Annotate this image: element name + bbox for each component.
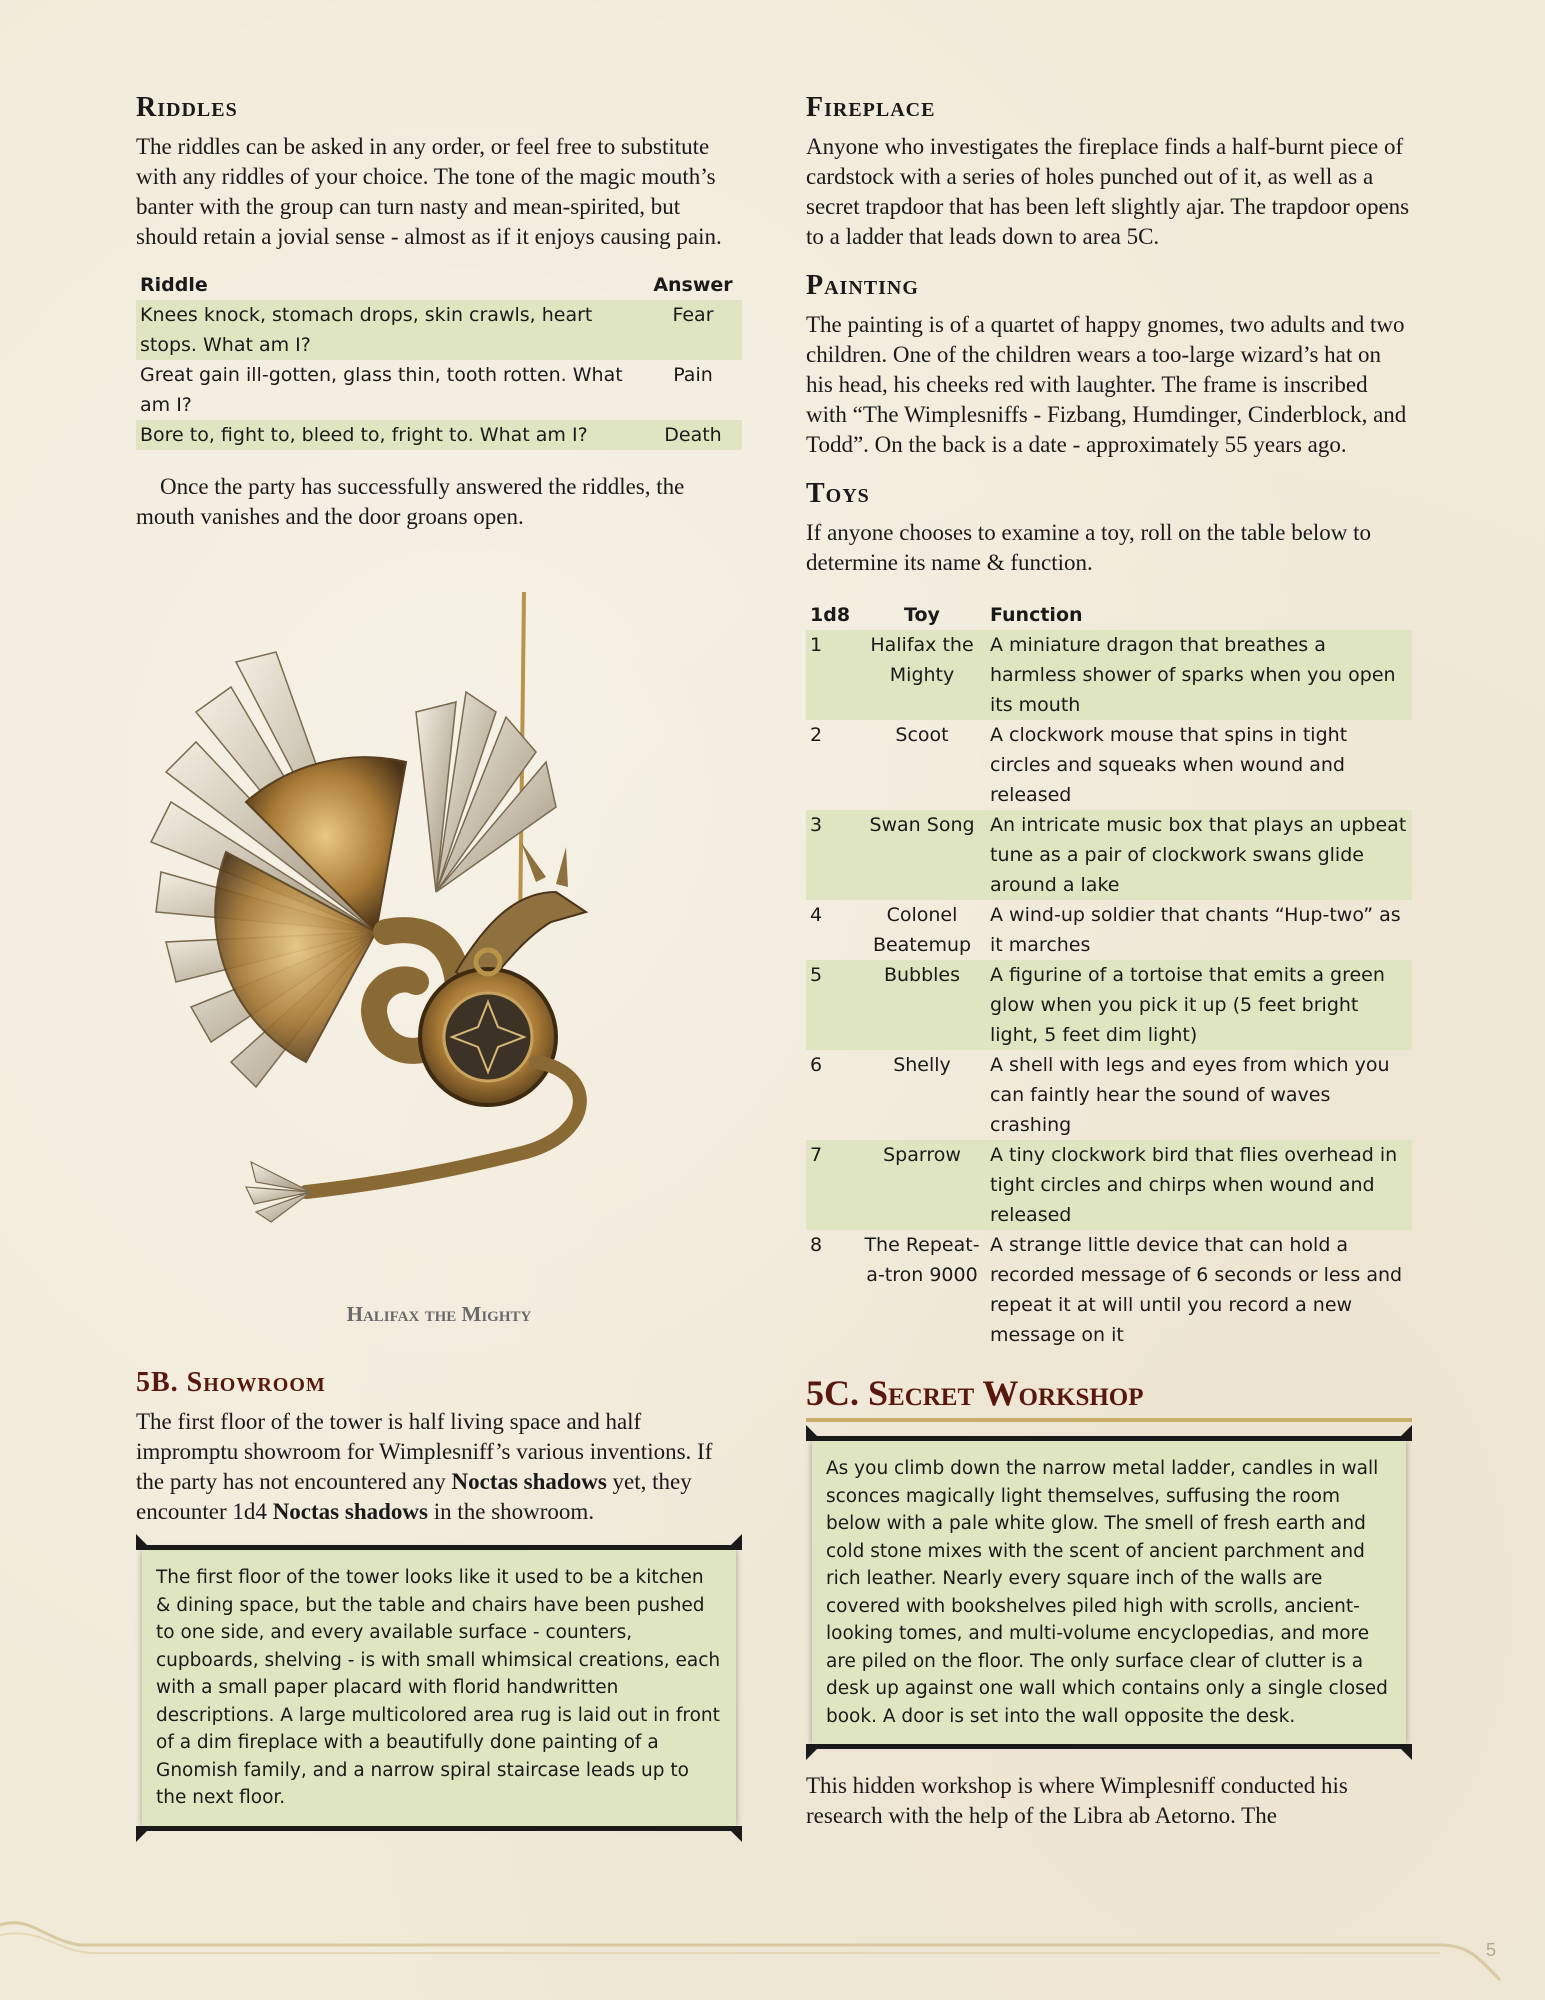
workshop-heading: 5C. Secret Workshop: [806, 1372, 1412, 1422]
toy-function-cell: A tiny clockwork bird that flies overhead in tight circles and chirps when wound and released: [986, 1140, 1412, 1230]
answer-cell: Death: [644, 420, 742, 450]
riddle-col-header: Riddle: [140, 274, 208, 296]
toy-function-cell: A miniature dragon that breathes a harmless shower of sparks when you open its mouth: [986, 630, 1412, 720]
toy-col-header: Toy: [904, 604, 940, 626]
monster-name: Noctas shadows: [272, 1499, 428, 1524]
showroom-text-part: in the showroom.: [427, 1499, 595, 1524]
answer-cell: Fear: [644, 300, 742, 360]
box-bottom-bar: [136, 1826, 742, 1831]
box-top-bar: [806, 1436, 1412, 1441]
left-column: [136, 92, 742, 1853]
answer-cell: Pain: [673, 364, 713, 386]
die-roll-cell: 2: [810, 724, 823, 746]
toy-name-cell: Sparrow: [858, 1140, 986, 1230]
toy-name-cell: Halifax the Mighty: [858, 630, 986, 720]
fireplace-heading: Fireplace: [806, 92, 936, 123]
showroom-text-part: The first floor of the tower is half living space and half impromptu showroom for Wimplesniff’s various inventions. If the party has not encountered any: [136, 1409, 713, 1494]
table-row: [806, 960, 1412, 1050]
die-col-header: 1d8: [810, 604, 851, 626]
function-col-header: Function: [990, 604, 1083, 626]
riddle-cell: Bore to, fight to, bleed to, fright to. What am I?: [136, 420, 644, 450]
riddle-cell: Knees knock, stomach drops, skin crawls, heart stops. What am I?: [136, 300, 644, 360]
page-number: 5: [1486, 1940, 1497, 1960]
riddle-table: [136, 270, 742, 450]
table-row: [136, 420, 742, 450]
toys-intro: If anyone chooses to examine a toy, roll on the table below to determine its name & function.: [806, 520, 1372, 575]
die-roll-cell: 3: [806, 810, 858, 900]
riddle-cell: Great gain ill-gotten, glass thin, tooth rotten. What am I?: [140, 364, 623, 416]
die-roll-cell: 7: [806, 1140, 858, 1230]
box-bottom-bar: [806, 1744, 1412, 1749]
toy-function-cell: A wind-up soldier that chants “Hup-two” as it marches: [990, 904, 1401, 956]
toy-name-cell: The Repeat-a-tron 9000: [864, 1234, 980, 1286]
die-roll-cell: 4: [810, 904, 823, 926]
painting-heading: Painting: [806, 270, 919, 301]
answer-col-header: Answer: [653, 274, 733, 296]
dragon-image: [136, 592, 742, 1292]
read-aloud-box: [806, 1436, 1412, 1749]
workshop-text: This hidden workshop is where Wimplesniff conducted his research with the help of the Libra ab Aetorno. The: [806, 1773, 1348, 1828]
read-aloud-text: The first floor of the tower looks like it used to be a kitchen & dining space, but the table and chairs have been pushed to one side, and every available surface - counters, cupboards, shelving - is with small whimsical creations, each with a small paper placard with florid handwritten descriptions. A large multicolored area rug is laid out in front of a dim fireplace with a beautifully done painting of a Gnomish family, and a narrow spiral staircase leads up to the next floor.: [142, 1550, 736, 1826]
clockwork-dragon-illustration: [136, 592, 742, 1292]
die-roll-cell: 5: [806, 960, 858, 1050]
showroom-text: [136, 1407, 742, 1527]
table-row: [806, 810, 1412, 900]
right-column: [806, 92, 1412, 1849]
painting-text: The painting is of a quartet of happy gnomes, two adults and two children. One of the children wears a too-large wizard’s hat on his head, his cheeks red with laughter. The frame is inscribed with “The Wimplesniffs - Fizbang, Humdinger, Cinderblock, and Todd”. On the back is a date - approximately 55 years ago.: [806, 312, 1407, 457]
toy-name-cell: Swan Song: [858, 810, 986, 900]
toy-function-cell: A figurine of a tortoise that emits a green glow when you pick it up (5 feet bright light, 5 feet dim light): [986, 960, 1412, 1050]
monster-name: Noctas shadows: [451, 1469, 607, 1494]
fireplace-text: Anyone who investigates the fireplace finds a half-burnt piece of cardstock with a series of holes punched out of it, as well as a secret trapdoor that has been left slightly ajar. The trapdoor opens to a ladder that leads down to area 5C.: [806, 134, 1410, 249]
toy-function-cell: A shell with legs and eyes from which you can faintly hear the sound of waves crashing: [990, 1054, 1390, 1136]
riddles-intro: The riddles can be asked in any order, or feel free to substitute with any riddles of your choice. The tone of the magic mouth’s banter with the group can turn nasty and mean-spirited, but should retain a jovial sense - almost as if it enjoys causing pain.: [136, 134, 722, 249]
figure-caption: Halifax the Mighty: [346, 1302, 532, 1326]
toy-function-cell: A strange little device that can hold a recorded message of 6 seconds or less and repeat it at will until you record a new message on it: [990, 1234, 1403, 1346]
die-roll-cell: 1: [806, 630, 858, 720]
showroom-heading: 5B. Showroom: [136, 1367, 326, 1398]
toy-name-cell: Bubbles: [858, 960, 986, 1050]
read-aloud-box: [136, 1545, 742, 1831]
toy-name-cell: Colonel Beatemup: [872, 904, 972, 956]
toy-table: [806, 600, 1412, 1350]
toy-function-cell: An intricate music box that plays an upbeat tune as a pair of clockwork swans glide around a lake: [986, 810, 1412, 900]
toy-name-cell: Shelly: [893, 1054, 951, 1076]
table-row: [136, 300, 742, 360]
table-row: [806, 1230, 1412, 1350]
riddles-outro: Once the party has successfully answered the riddles, the mouth vanishes and the door groans open.: [136, 474, 685, 529]
table-row: [806, 1140, 1412, 1230]
die-roll-cell: 8: [810, 1234, 823, 1256]
read-aloud-text: As you climb down the narrow metal ladder, candles in wall sconces magically light themselves, suffusing the room below with a pale white glow. The smell of fresh earth and cold stone mixes with the scent of ancient parchment and rich leather. Nearly every square inch of the walls are covered with bookshelves piled high with scrolls, ancient-looking tomes, and multi-volume encyclopedias, and more are piled on the floor. The only surface clear of clutter is a desk up against one wall which contains only a single closed book. A door is set into the wall opposite the desk.: [812, 1441, 1406, 1744]
toy-name-cell: Scoot: [895, 724, 949, 746]
table-row: [806, 630, 1412, 720]
toys-heading: Toys: [806, 478, 870, 509]
die-roll-cell: 6: [810, 1054, 823, 1076]
table-row: [806, 900, 1412, 960]
showroom-text-part: yet, they encounter 1d4: [136, 1469, 692, 1524]
box-top-bar: [136, 1545, 742, 1550]
toy-function-cell: A clockwork mouse that spins in tight circles and squeaks when wound and released: [990, 724, 1348, 806]
page-footer-ornament: [0, 1905, 1545, 1985]
riddles-heading: Riddles: [136, 92, 238, 123]
table-row: [806, 720, 1412, 810]
table-row: [806, 1050, 1412, 1140]
table-row: [136, 360, 742, 420]
